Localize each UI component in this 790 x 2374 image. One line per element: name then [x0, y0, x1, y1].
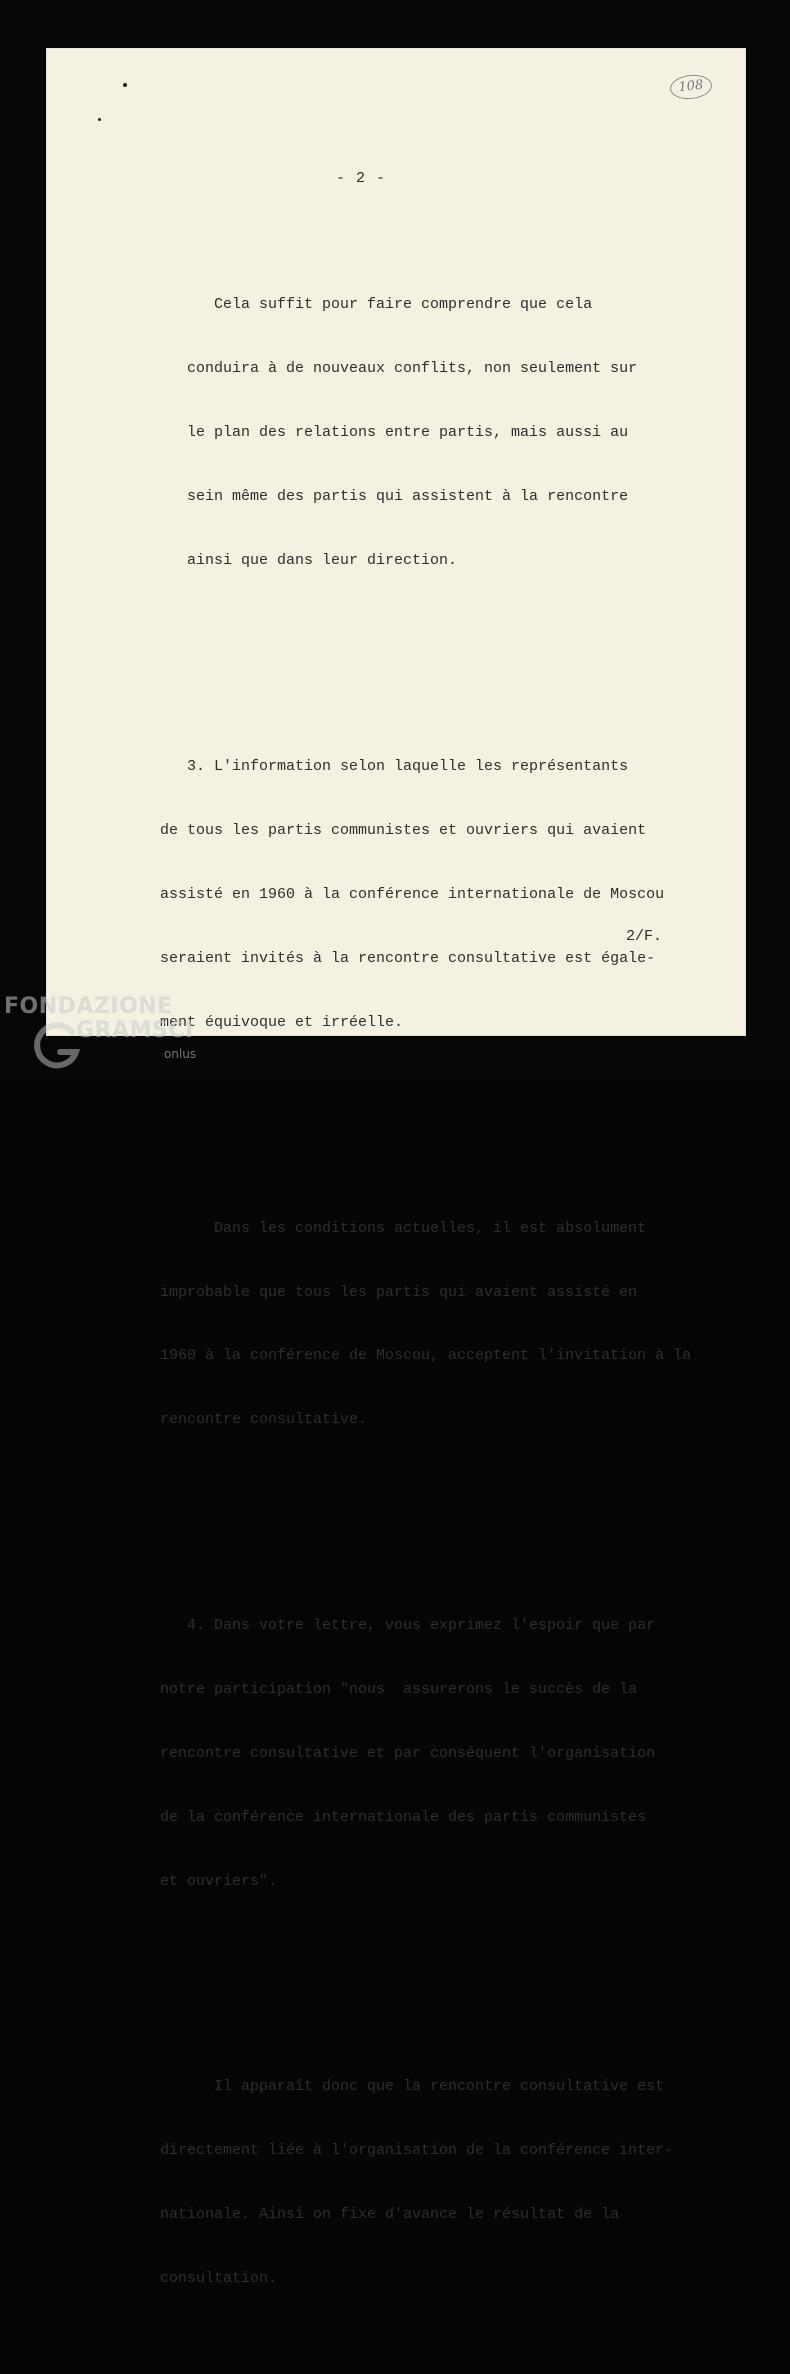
text-line: conduira à de nouveaux conflits, non seulement sur	[160, 360, 638, 378]
letter-body	[160, 209, 720, 2374]
page-number: - 2 -	[336, 170, 387, 187]
fondazione-gramsci-watermark	[4, 992, 204, 1080]
paragraph-conclusion	[160, 2034, 720, 2332]
text-line: ainsi que dans leur direction.	[160, 551, 458, 569]
paragraph-point-4	[160, 1572, 720, 1934]
text-line: Il apparaît donc que la rencontre consultative est	[160, 2078, 665, 2096]
text-line: rencontre consultative.	[160, 1411, 368, 1429]
paragraph-point-3	[160, 714, 720, 1076]
paragraph-consequences	[160, 252, 720, 614]
continuation-reference: 2/F.	[626, 928, 663, 945]
watermark-line-3: onlus	[164, 1047, 197, 1061]
text-line: sein même des partis qui assistent à la rencontre	[160, 487, 629, 505]
text-line: 4. Dans votre lettre, vous exprimez l'espoir que par	[160, 1617, 656, 1634]
text-line: nationale. Ainsi on fixe d'avance le résultat de la	[160, 2206, 620, 2224]
ink-speck	[123, 83, 127, 87]
text-line: ment équivoque et irréelle.	[160, 1013, 404, 1031]
ink-speck	[98, 118, 101, 121]
text-line: notre participation "nous assurerons le succès de la	[160, 1680, 638, 1698]
text-line: Cela suffit pour faire comprendre que cela	[160, 296, 593, 314]
text-line: assisté en 1960 à la conférence internationale de Moscou	[160, 886, 665, 904]
text-line: le plan des relations entre partis, mais aussi au	[160, 423, 629, 441]
text-line: consultation.	[160, 2269, 278, 2287]
text-line: Dans les conditions actuelles, il est absolument	[160, 1219, 647, 1237]
paragraph-conditions	[160, 1175, 720, 1473]
watermark-line-1: FONDAZIONE	[4, 994, 173, 1019]
text-line: et ouvriers".	[160, 1872, 278, 1890]
text-line: rencontre consultative et par conséquent l'organisation	[160, 1744, 656, 1762]
watermark-line-2: GRAMSCI	[76, 1018, 194, 1043]
archive-number-stamp: 108	[669, 73, 713, 101]
text-line: improbable que tous les partis qui avaient assisté en	[160, 1283, 638, 1301]
text-line: directement liée à l'organisation de la conférence inter-	[160, 2142, 674, 2160]
text-line: seraient invités à la rencontre consultative est égale-	[160, 950, 656, 968]
text-line: 1960 à la conférence de Moscou, acceptent l'invitation à la	[160, 1347, 692, 1365]
text-line: 3. L'information selon laquelle les représentants	[160, 758, 629, 776]
text-line: de la conférence internationale des partis communistes	[160, 1808, 647, 1826]
text-line: de tous les partis communistes et ouvriers qui avaient	[160, 822, 647, 840]
